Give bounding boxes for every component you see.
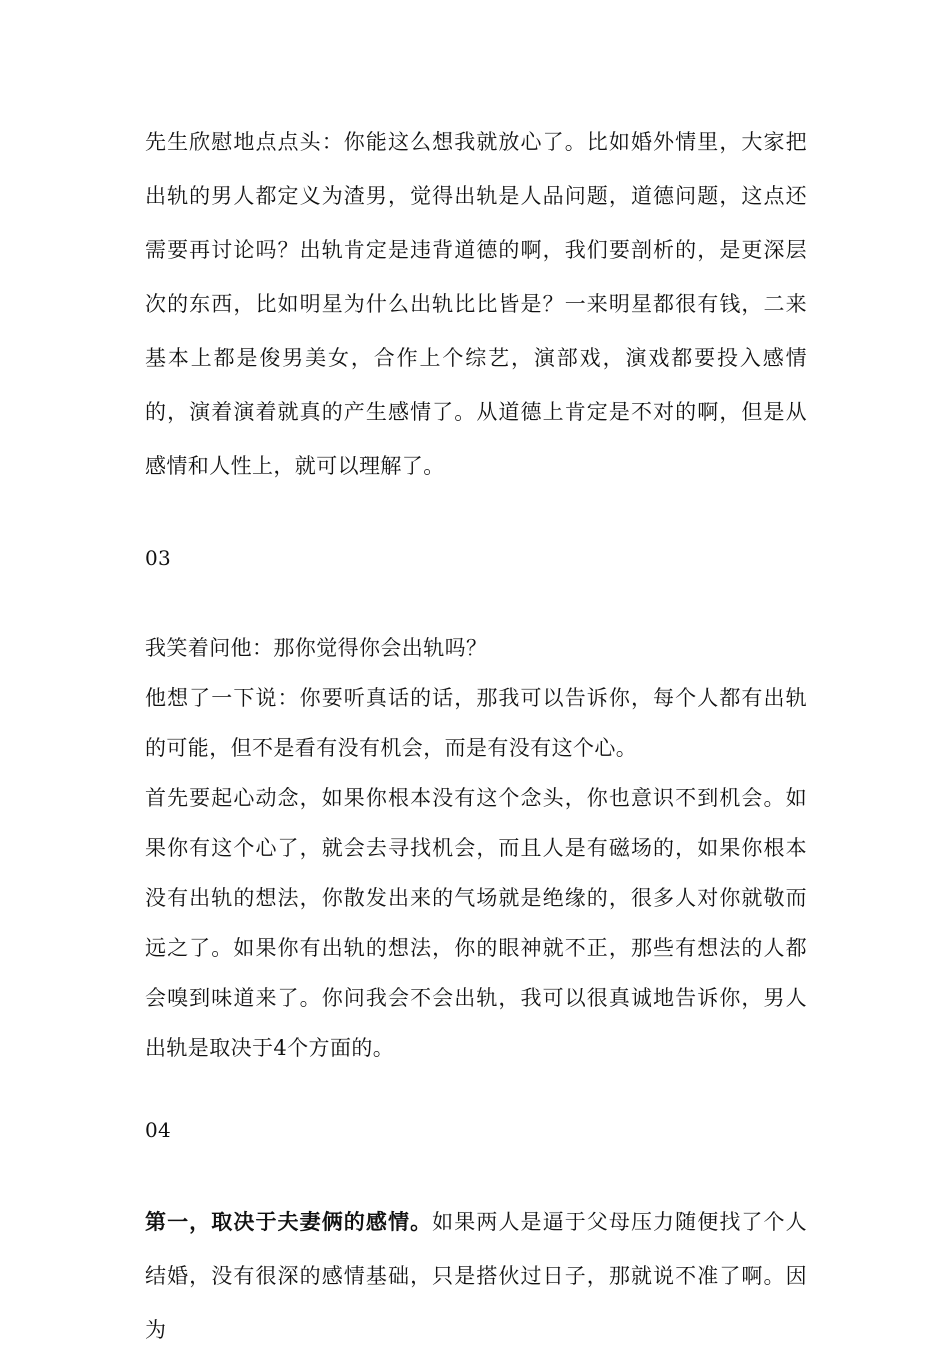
spacer <box>145 493 807 531</box>
first-factor-heading: 第一，取决于夫妻俩的感情。 <box>145 1209 433 1234</box>
first-factor-text: 如果两人是逼于父母压力随便找了个人结婚，没有很深的感情基础，只是搭伙过日子，那就说不准了啊。因为 <box>145 1210 807 1342</box>
section-number-04: 04 <box>145 1118 172 1142</box>
spacer <box>145 1157 807 1195</box>
paragraph-answer: 他想了一下说：你要听真话的话，那我可以告诉你，每个人都有出轨的可能，但不是看有没有机会，而是有没有这个心。 <box>145 686 807 760</box>
paragraph-question: 我笑着问他：那你觉得你会出轨吗？ <box>145 636 488 660</box>
document-body <box>145 115 807 1357</box>
paragraph-explanation: 首先要起心动念，如果你根本没有这个念头，你也意识不到机会。如果你有这个心了，就会去寻找机会，而且人是有磁场的，如果你根本没有出轨的想法，你散发出来的气场就是绝缘的，很多人对你就敬而远之了。如果你有出轨的想法，你的眼神就不正，那些有想法的人都会嗅到味道来了。你问我会不会出轨，我可以很真诚地告诉你，男人出轨是取决于4个方面的。 <box>145 786 807 1060</box>
paragraph-first-factor <box>145 1195 807 1357</box>
paragraph-husband-reply: 先生欣慰地点点头：你能这么想我就放心了。比如婚外情里，大家把出轨的男人都定义为渣男，觉得出轨是人品问题，道德问题，这点还需要再讨论吗？出轨肯定是违背道德的啊，我们要剖析的，是更深层次的东西，比如明星为什么出轨比比皆是？一来明星都很有钱，二来基本上都是俊男美女，合作上个综艺，演部戏，演戏都要投入感情的，演着演着就真的产生感情了。从道德上肯定是不对的啊，但是从感情和人性上，就可以理解了。 <box>145 130 807 478</box>
spacer <box>145 585 807 623</box>
spacer <box>145 1073 807 1103</box>
section-number-03: 03 <box>145 546 172 570</box>
